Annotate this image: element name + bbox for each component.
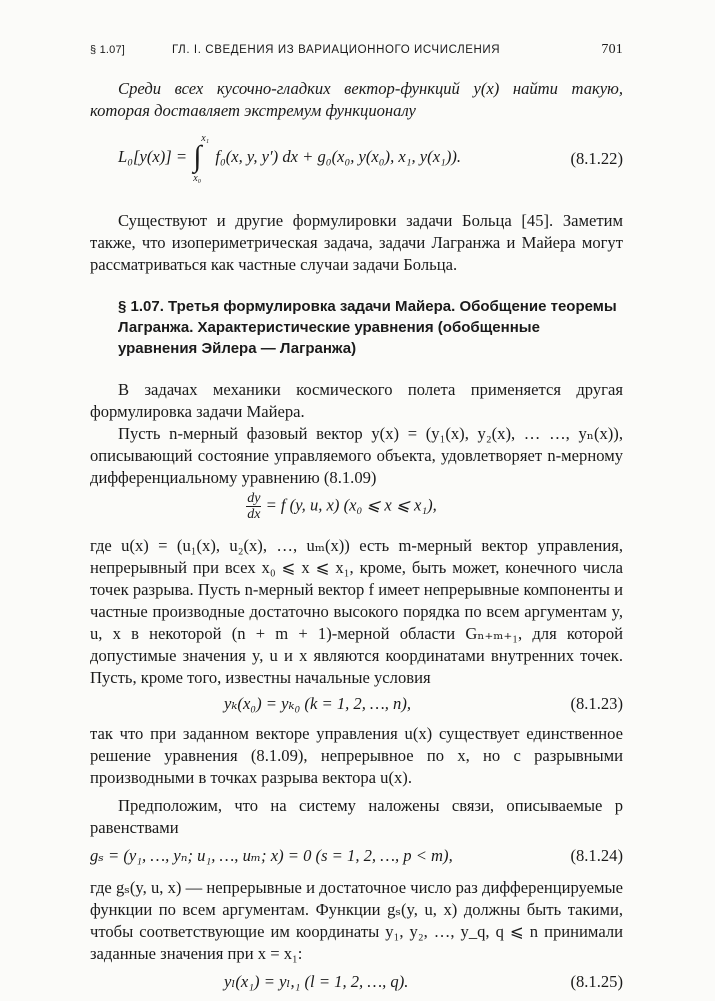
equation-8-1-23 <box>90 689 623 723</box>
paragraph-control-vector: где u(x) = (u₁(x), u₂(x), …, uₘ(x)) есть m-мерный вектор управления, непрерывный при всех x₀ ⩽ x ⩽ x₁, кроме, быть может, конечного числа точек разрыва. Пусть n-мерный вектор f имеет непрерывные компоненты и частные производные достаточно высокого порядка по всем аргументам y, u, x в некоторой (n + m + 1)-мерной области Gₙ₊ₘ₊₁, для которой допустимые значения y, u и x являются координатами внутренних точек. Пусть, кроме того, известны начальные условия <box>90 536 623 687</box>
paragraph-unique-solution: так что при заданном векторе управления u(x) существует единственное решение уравнения (8.1.09), непрерывное по x, но с разрывными производными в точках разрыва вектора u(x). <box>90 724 623 787</box>
header-chapter-title: ГЛ. I. СВЕДЕНИЯ ИЗ ВАРИАЦИОННОГО ИСЧИСЛЕНИЯ <box>172 44 501 56</box>
section-heading: § 1.07. Третья формулировка задачи Майера. Обобщение теоремы Лагранжа. Характеристические уравнения (обобщенные уравнения Эйлера — Лагранжа) <box>118 298 617 357</box>
integral-upper-limit: x₁ <box>201 133 210 144</box>
paragraph-phase-vector: Пусть n-мерный фазовый вектор y(x) = (y₁(x), y₂(x), … …, yₙ(x)), описывающий состояние управляемого объекта, удовлетворяет n-мерному дифференциальному уравнению (8.1.09) <box>90 424 623 487</box>
running-header <box>90 40 623 66</box>
equation-8-1-22 <box>90 130 623 192</box>
page-number: 701 <box>601 42 623 57</box>
integral-lower-limit: x₀ <box>193 173 202 184</box>
paragraph-gs-functions: где gₛ(y, u, x) — непрерывные и достаточное число раз дифференцируемые функции по всем аргументам. Функции gₛ(y, u, x) должны быть такими, чтобы соответствующие им координаты y₁, y₂, …, y_q, q ⩽ n принимали заданные значения при x = x₁: <box>90 878 623 963</box>
eq-ode-rhs: = f (y, u, x) (x₀ ⩽ x ⩽ x₁), <box>265 495 437 515</box>
equation-number: (8.1.25) <box>570 972 623 991</box>
derivative-fraction <box>246 491 261 522</box>
eq-8-1-22-rhs: f₀(x, y, y′) dx + g₀(x₀, y(x₀), x₁, y(x₁)). <box>215 146 462 166</box>
paragraph-constraints: Предположим, что на систему наложены связи, описываемые p равенствами <box>90 796 623 837</box>
equation-ode <box>90 491 623 531</box>
eq-8-1-23-body: yₖ(x₀) = yₖ₀ (k = 1, 2, …, n), <box>224 694 412 713</box>
eq-8-1-24-body: gₛ = (y₁, …, yₙ; u₁, …, uₘ; x) = 0 (s = 1, 2, …, p < m), <box>90 846 453 865</box>
fraction-numerator: dy <box>247 491 261 506</box>
equation-number: (8.1.23) <box>570 694 623 713</box>
eq-8-1-22-lhs: L₀[y(x)] = <box>118 146 188 166</box>
header-section-ref: § 1.07] <box>90 44 126 56</box>
paragraph-mechanics: В задачах механики космического полета применяется другая формулировка задачи Майера. <box>90 380 623 421</box>
integral-sign: x₁ ∫ x₀ <box>191 138 211 178</box>
paragraph-bolza: Существуют и другие формулировки задачи Больца [45]. Заметим также, что изопериметрическая задача, задачи Лагранжа и Майера могут рассматриваться как частные случаи задачи Больца. <box>90 211 623 274</box>
eq-8-1-25-body: yₗ(x₁) = yₗ,₁ (l = 1, 2, …, q). <box>224 972 409 991</box>
equation-8-1-24 <box>90 839 623 877</box>
equation-number: (8.1.22) <box>570 149 623 168</box>
fraction-denominator: dx <box>247 507 261 522</box>
equation-8-1-25 <box>90 965 623 1001</box>
intro-paragraph: Среди всех кусочно-гладких вектор-функций y(x) найти такую, которая доставляет экстремум функционалу <box>90 79 623 120</box>
equation-number: (8.1.24) <box>570 846 623 865</box>
